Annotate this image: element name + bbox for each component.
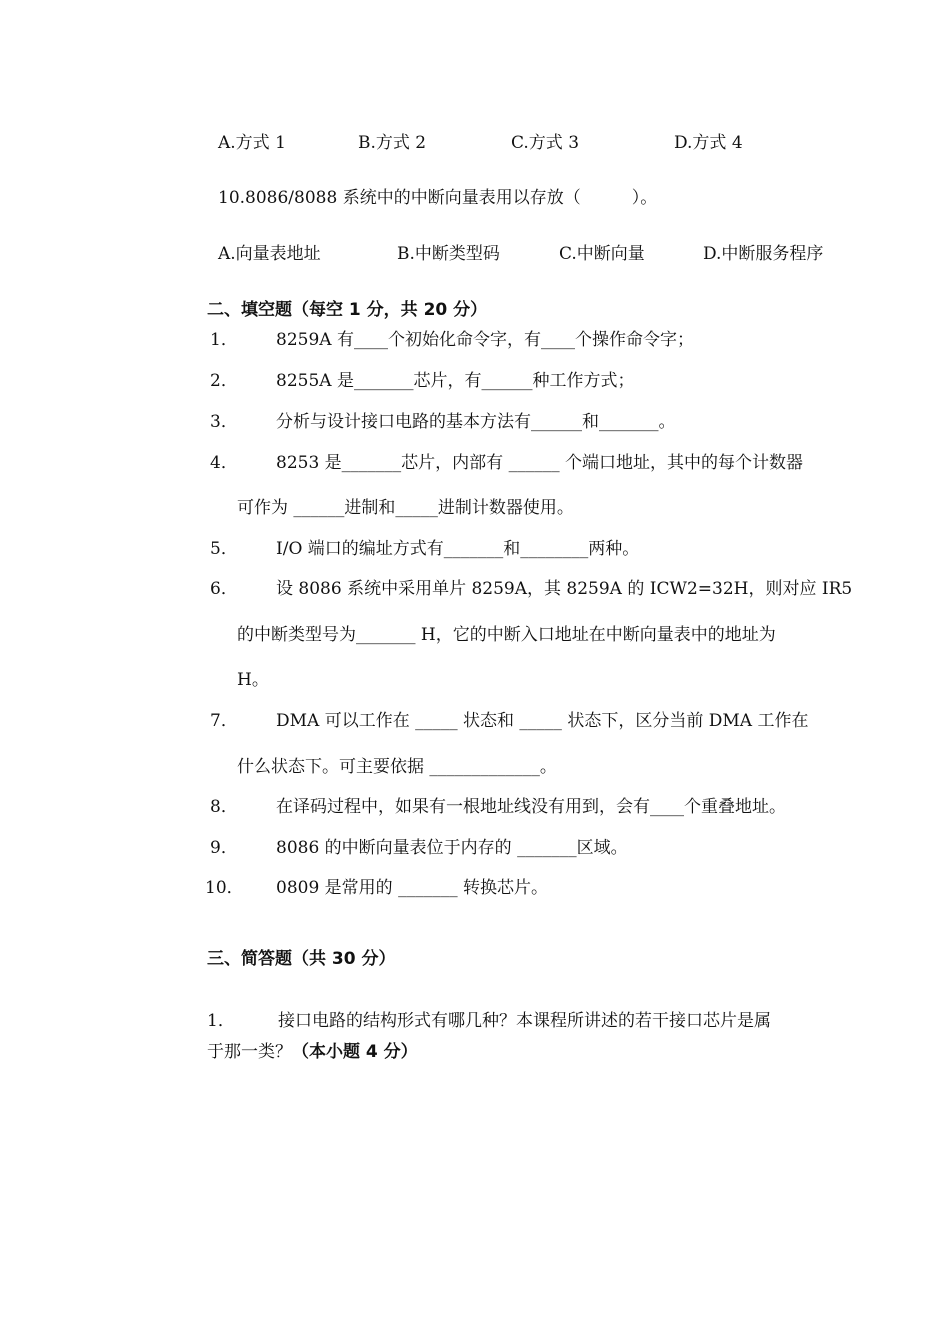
fill-item-4-text: 8253 是_______芯片，内部有 ______ 个端口地址，其中的每个计数器 (276, 453, 803, 473)
short-answer-1-text-end: 于那一类？ (207, 1042, 292, 1062)
fill-item-2-text: 8255A 是_______芯片，有______种工作方式； (276, 371, 635, 391)
fill-item-4-text-cont: 可作为 ______进制和_____进制计数器使用。 (237, 498, 574, 518)
fill-item-6-text-end: H。 (237, 670, 269, 690)
section3-heading: 三、简答题（共 30 分） (207, 949, 396, 969)
fill-item-10-number: 10． (205, 878, 244, 898)
short-answer-1-number: 1． (207, 1011, 235, 1031)
q9-option-b: B.方式 2 (358, 133, 427, 153)
short-answer-1-score: （本小题 4 分） (292, 1042, 418, 1062)
fill-item-7-text-cont: 什么状态下。可主要依据 _____________。 (237, 757, 557, 777)
fill-item-6-text: 设 8086 系统中采用单片 8259A，其 8259A 的 ICW2=32H，则对应 IR5 (276, 579, 853, 599)
fill-item-5-number: 5． (210, 539, 238, 559)
q9-option-c: C.方式 3 (511, 133, 580, 153)
fill-item-5-text: I/O 端口的编址方式有_______和________两种。 (276, 539, 640, 559)
fill-item-6-number: 6． (210, 579, 238, 599)
fill-item-9-text: 8086 的中断向量表位于内存的 _______区域。 (276, 838, 628, 858)
q9-option-d: D.方式 4 (674, 133, 743, 153)
fill-item-2-number: 2． (210, 371, 238, 391)
section2-heading: 二、填空题（每空 1 分，共 20 分） (207, 300, 488, 320)
q9-option-a: A.方式 1 (218, 133, 286, 153)
fill-item-7-text: DMA 可以工作在 _____ 状态和 _____ 状态下，区分当前 DMA 工作在 (276, 711, 809, 731)
fill-item-3-text: 分析与设计接口电路的基本方法有______和_______。 (276, 412, 676, 432)
q10-stem: 10.8086/8088 系统中的中断向量表用以存放（ ）。 (218, 188, 658, 208)
q10-option-d: D.中断服务程序 (703, 244, 824, 264)
q10-option-a: A.向量表地址 (218, 244, 321, 264)
fill-item-8-text: 在译码过程中，如果有一根地址线没有用到，会有____个重叠地址。 (276, 797, 786, 817)
fill-item-9-number: 9． (210, 838, 238, 858)
fill-item-8-number: 8． (210, 797, 238, 817)
fill-item-1-text: 8259A 有____个初始化命令字，有____个操作命令字； (276, 330, 694, 350)
q10-option-c: C.中断向量 (559, 244, 645, 264)
fill-item-7-number: 7． (210, 711, 238, 731)
short-answer-1-text: 接口电路的结构形式有哪几种？本课程所讲述的若干接口芯片是属 (278, 1011, 771, 1031)
short-answer-1-text-cont (207, 1041, 418, 1063)
fill-item-4-number: 4． (210, 453, 238, 473)
fill-item-3-number: 3． (210, 412, 238, 432)
fill-item-10-text: 0809 是常用的 _______ 转换芯片。 (276, 878, 548, 898)
fill-item-6-text-cont: 的中断类型号为_______ H，它的中断入口地址在中断向量表中的地址为 (237, 625, 776, 645)
fill-item-1-number: 1． (210, 330, 238, 350)
q10-option-b: B.中断类型码 (397, 244, 500, 264)
